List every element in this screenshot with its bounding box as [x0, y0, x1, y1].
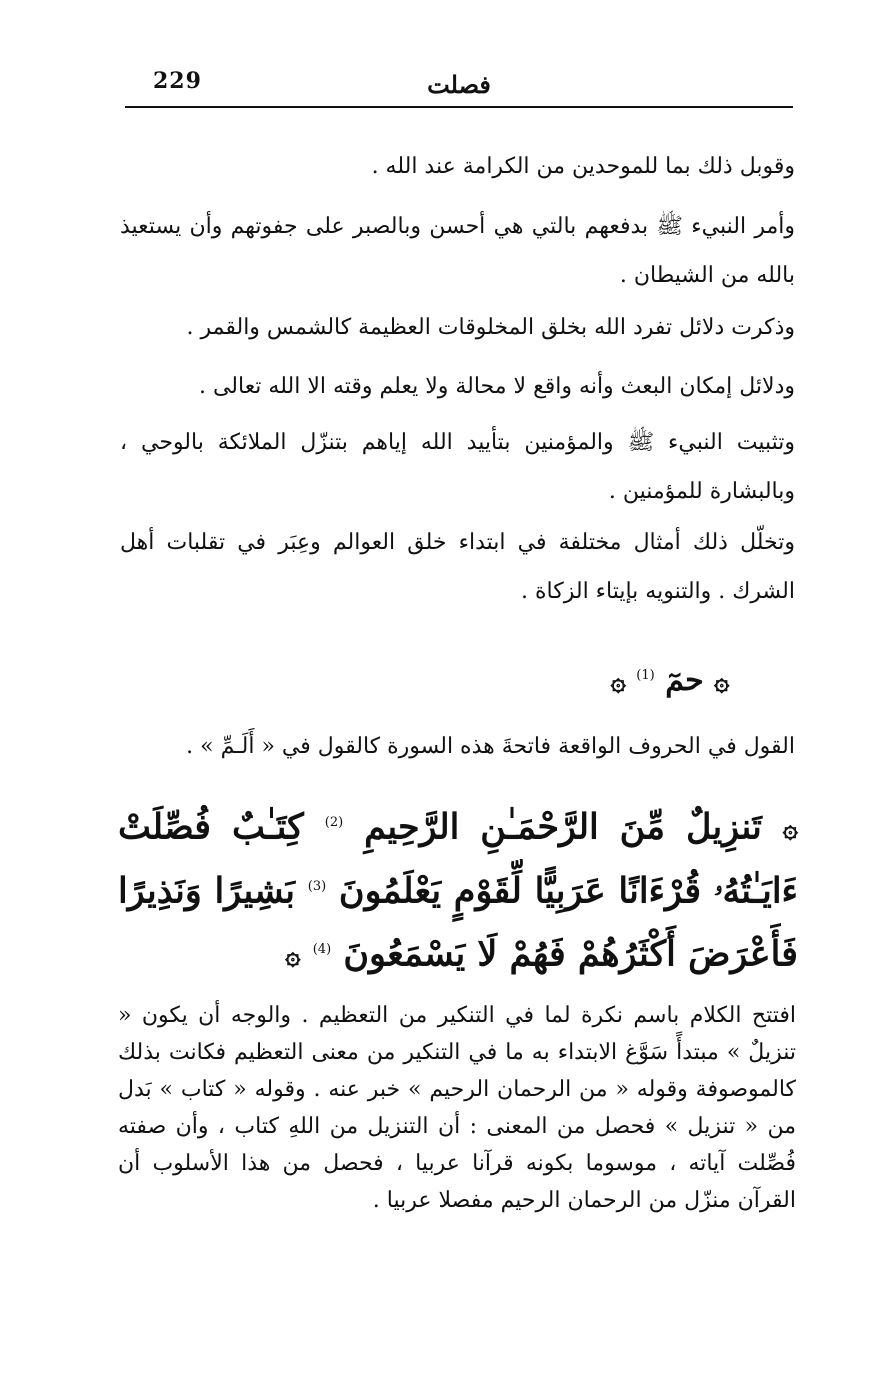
paragraph: وذكرت دلائل تفرد الله بخلق المخلوقات العظيمة كالشمس والقمر .	[186, 315, 795, 340]
paragraph: ودلائل إمكان البعث وأنه واقع لا محالة ولا يعلم وقته الا الله تعالى .	[198, 374, 795, 399]
footnote-marker: (3)	[307, 879, 327, 895]
footnote-marker: (2)	[324, 815, 344, 830]
verse-text: تَنزِيلٌ مِّنَ الرَّحْمَـٰنِ الرَّحِيمِ	[364, 806, 762, 848]
paragraph: وقوبل ذلك بما للموحدين من الكرامة عند الله .	[371, 154, 795, 179]
paragraph: وأمر النبيء ﷺ بدفعهم بالتي هي أحسن وبالصبر على جفوتهم وأن يستعيذ بالله من الشيطان .	[120, 214, 795, 288]
commentary-paragraph: افتتح الكلام باسم نكرة لما في التنكير من التعظيم . والوجه أن يكون « تنزيلٌ » مبتدأً سَوَّغ الابتداء به ما في التنكير من معنى التعظيم فكانت بذلك كالموصوفة وقوله « من الرحمان الرحيم » خبر عنه . وقوله « كتاب » بَدل من « تنزيل » فحصل من المعنى : أن التنزيل من اللهِ كتاب ، وأن صفته فُصِّلت آياته ، موسوما بكونه قرآنا عربيا ، فحصل من هذا الأسلوب أن القرآن منزّل من الرحمان الرحيم مفصلا عربيا .	[118, 1003, 796, 1213]
footnote-marker: (4)	[312, 941, 332, 957]
quran-verse-block	[118, 794, 798, 985]
verse-text: بَشِيرًا وَنَذِيرًا فَأَعْرَضَ أَكْثَرُهُمْ فَهُمْ لَا يَسْمَعُونَ	[118, 870, 798, 975]
verse-heading-text: حمٓ	[665, 663, 704, 698]
footnote-marker: (1)	[636, 668, 655, 683]
verse-text: كِتَـٰبٌ فُصِّلَتْ ءَايَـٰتُهُۥ قُرْءَانًا عَرَبِيًّا لِّقَوْمٍ يَعْلَمُونَ	[118, 806, 798, 912]
intro-line: القول في الحروف الواقعة فاتحةَ هذه السورة كالقول في « أَلَـمِّ » .	[186, 734, 795, 759]
running-title: فصلت	[427, 70, 491, 99]
ornament-icon: ۞	[285, 940, 301, 971]
page-header	[125, 62, 793, 108]
paragraph: وتخلّل ذلك أمثال مختلفة في ابتداء خلق العوالم وعِبَر في تقلبات أهل الشرك . والتنويه بإيتاء الزكاة .	[120, 530, 795, 604]
page-number: 229	[153, 68, 202, 94]
ornament-icon: ۞	[782, 814, 799, 845]
ornament-icon: ۞	[610, 667, 626, 697]
ornament-icon: ۞	[714, 667, 730, 697]
verse-heading	[560, 646, 780, 706]
paragraph: وتثبيت النبيء ﷺ والمؤمنين بتأييد الله إياهم بتنزّل الملائكة بالوحي ، وبالبشارة للمؤمنين .	[120, 430, 795, 504]
